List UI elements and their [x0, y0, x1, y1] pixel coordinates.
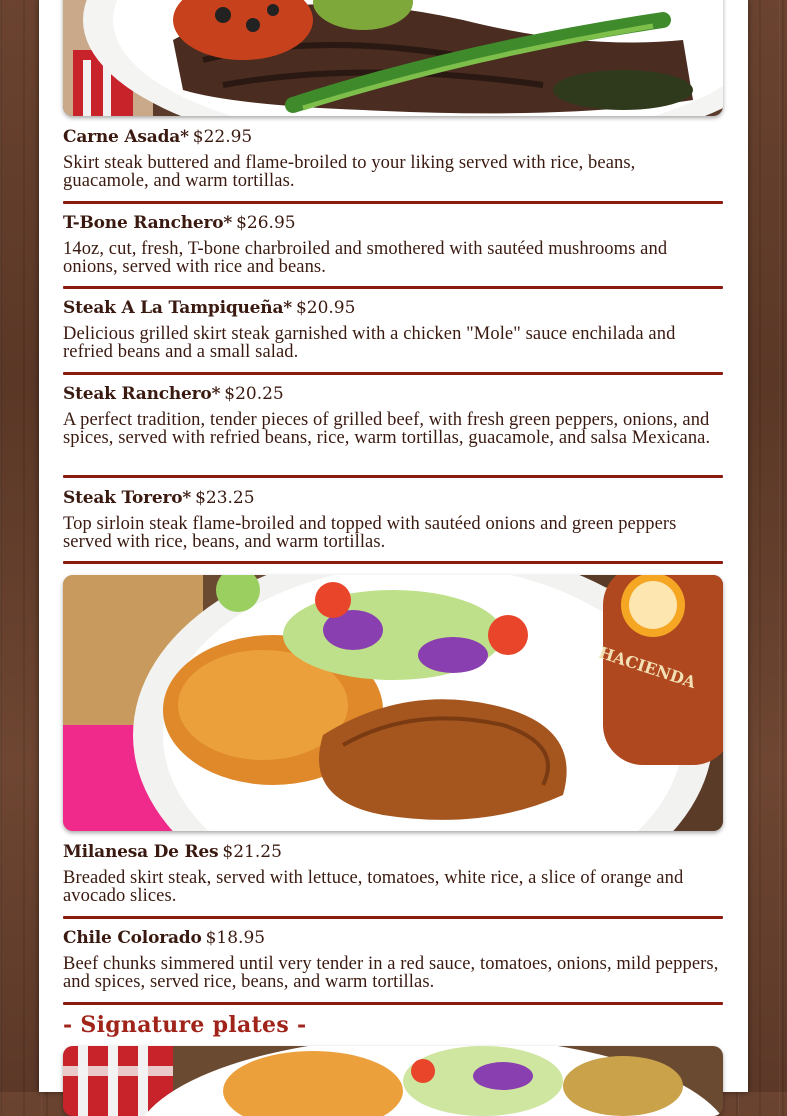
carne-asada-photo	[63, 0, 723, 116]
menu-item	[63, 298, 723, 361]
item-divider	[63, 201, 723, 204]
item-name: Carne Asada*	[63, 127, 189, 147]
item-description: A perfect tradition, tender pieces of grilled beef, with fresh green peppers, onions, and spices, served with refried beans, rice, warm tortillas, guacamole, and salsa Mexicana.	[63, 410, 711, 448]
menu-item	[63, 213, 723, 276]
item-price: $20.25	[224, 384, 284, 404]
item-name: Chile Colorado	[63, 928, 202, 948]
item-description: Beef chunks simmered until very tender in a red sauce, tomatoes, onions, mild peppers, and spices, served rice, beans, and warm tortillas.	[63, 954, 719, 992]
item-price: $20.95	[295, 298, 356, 318]
item-name: Steak Torero*	[63, 488, 192, 508]
item-price: $18.95	[205, 928, 266, 948]
item-name: T-Bone Ranchero*	[63, 213, 233, 233]
item-description: 14oz, cut, fresh, T-bone charbroiled and smothered with sautéed mushrooms and onions, served with rice and beans.	[63, 239, 668, 277]
item-divider	[63, 561, 723, 564]
item-name: Steak A La Tampiqueña*	[63, 298, 292, 318]
item-name: Steak Ranchero*	[63, 384, 221, 404]
menu-item	[63, 928, 723, 991]
item-divider	[63, 1002, 723, 1005]
item-description: Breaded skirt steak, served with lettuce, tomatoes, white rice, a slice of orange and avocado slices.	[63, 868, 684, 906]
item-divider	[63, 916, 723, 919]
section-title: - Signature plates -	[63, 1012, 307, 1038]
menu-item	[63, 842, 723, 905]
menu-item	[63, 384, 723, 447]
menu-page	[39, 0, 748, 1092]
item-price: $22.95	[192, 127, 253, 147]
item-name: Milanesa De Res	[63, 842, 219, 862]
signature-plate-photo	[63, 1046, 723, 1116]
item-price: $26.95	[236, 213, 296, 233]
menu-item	[63, 488, 723, 551]
item-description: Skirt steak buttered and flame-broiled to your liking served with rice, beans, guacamole, and warm tortillas.	[63, 153, 636, 191]
milanesa-photo	[63, 575, 723, 831]
jar-label: HACIENDA	[596, 642, 699, 693]
item-price: $21.25	[222, 842, 282, 862]
item-divider	[63, 475, 723, 478]
item-price: $23.25	[195, 488, 255, 508]
item-description: Top sirloin steak flame-broiled and topped with sautéed onions and green peppers served with rice, beans, and warm tortillas.	[63, 514, 677, 552]
item-divider	[63, 372, 723, 375]
item-description: Delicious grilled skirt steak garnished with a chicken "Mole" sauce enchilada and refried beans and a small salad.	[63, 324, 676, 362]
item-divider	[63, 286, 723, 289]
menu-item	[63, 127, 723, 190]
